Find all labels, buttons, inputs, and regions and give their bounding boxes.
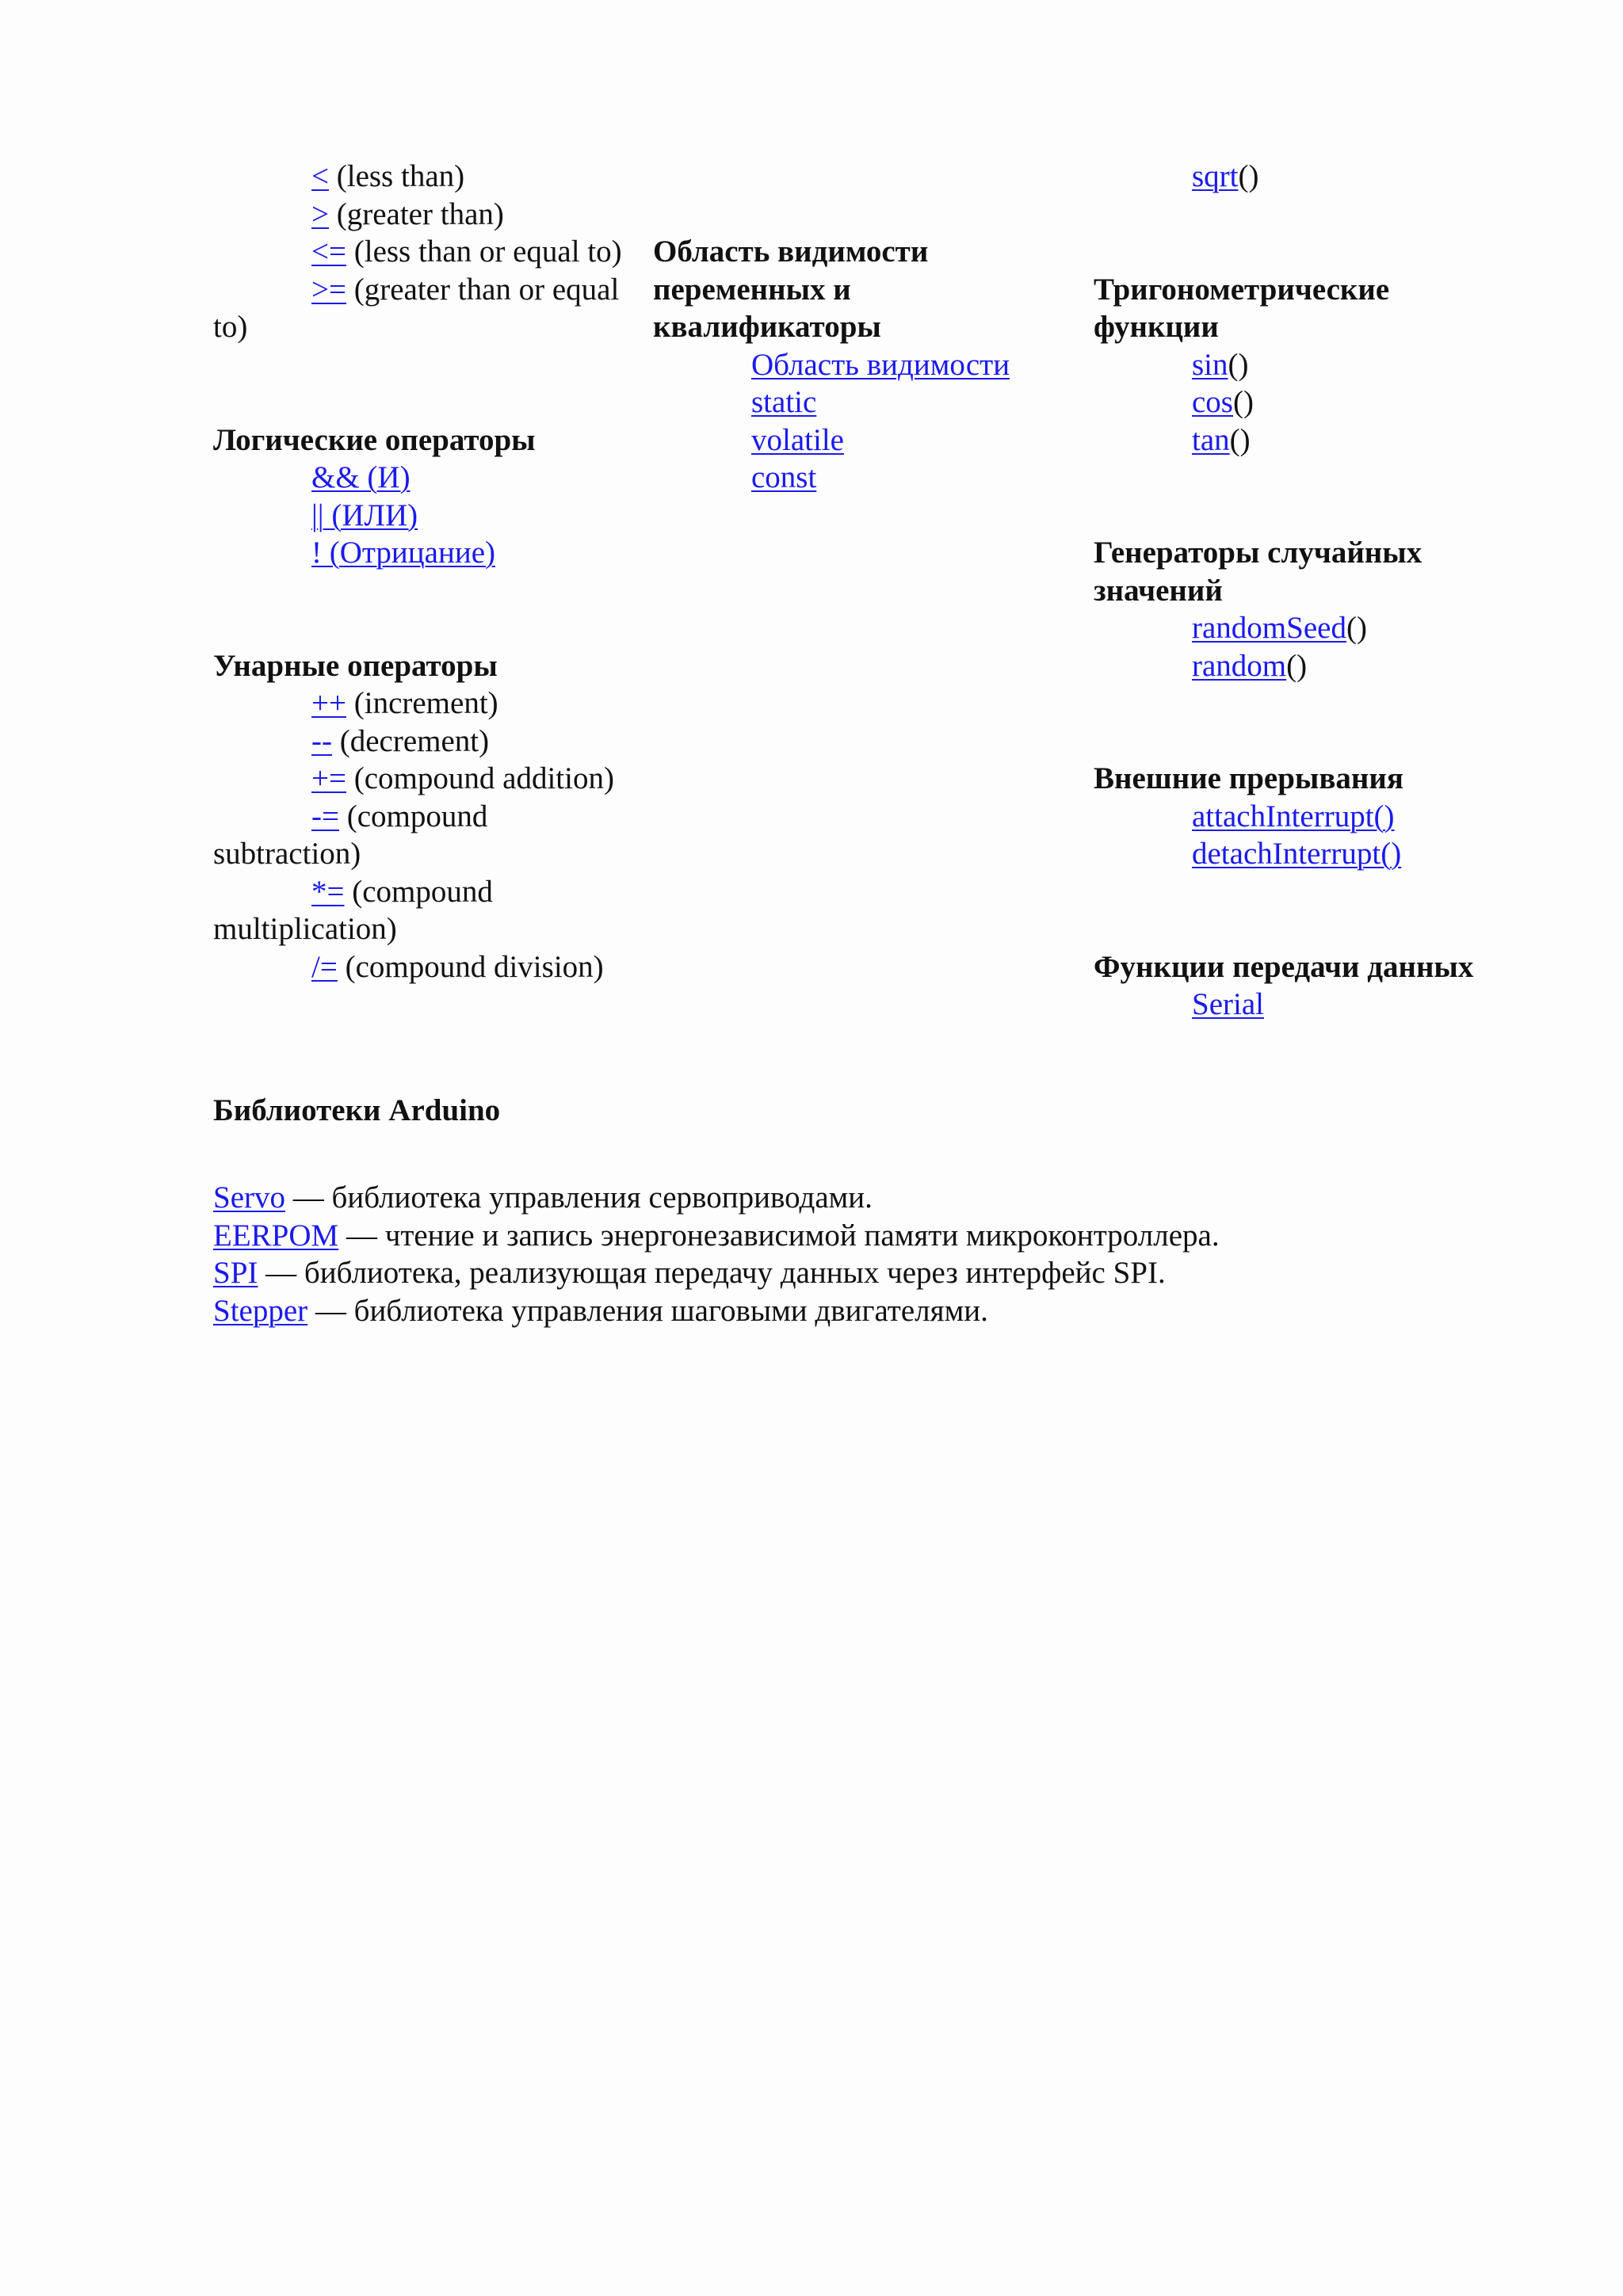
spacer (213, 609, 641, 647)
link-detachinterrupt[interactable]: detachInterrupt() (1192, 837, 1402, 871)
link-randomseed[interactable]: randomSeed (1192, 611, 1346, 645)
list-item-volatile (653, 421, 1073, 460)
list-item-sin (1094, 346, 1537, 384)
desc-greater-than: (greater than) (329, 196, 504, 231)
link-tan[interactable]: tan (1192, 422, 1230, 457)
link-cos[interactable]: cos (1192, 385, 1233, 419)
desc-compound-multiplication: (compound multiplication) (213, 874, 493, 946)
list-item-compound-multiplication (213, 873, 514, 948)
list-item-sqrt (1094, 158, 1537, 196)
desc-decrement: (decrement) (331, 723, 490, 758)
spacer (653, 196, 1073, 234)
library-item-spi (213, 1254, 1560, 1292)
list-item-increment (213, 685, 641, 723)
link-random[interactable]: random (1192, 648, 1287, 683)
spacer (1094, 910, 1537, 948)
spacer (1094, 459, 1537, 497)
list-item-compound-division (213, 948, 641, 986)
parens-sin: () (1228, 347, 1249, 382)
parens-cos: () (1233, 385, 1254, 419)
list-item-randomseed (1094, 609, 1537, 647)
link-not[interactable]: ! (Отрицание) (311, 536, 496, 570)
spacer (213, 383, 641, 421)
spacer (213, 572, 641, 610)
spacer (1094, 196, 1537, 234)
heading-logical-operators: Логические операторы (213, 422, 536, 457)
spacer (1094, 723, 1537, 761)
spacer (1094, 685, 1537, 723)
list-item-less-equal (213, 233, 641, 271)
link-static[interactable]: static (751, 385, 817, 419)
list-item-decrement (213, 723, 641, 761)
link-increment[interactable]: ++ (311, 686, 346, 720)
desc-eerpom: — чтение и запись энергонезависимой памяти микроконтроллера. (338, 1218, 1220, 1253)
link-eerpom[interactable]: EERPOM (213, 1218, 339, 1253)
spacer (653, 158, 1073, 196)
desc-increment: (increment) (346, 686, 498, 720)
list-item-compound-addition (213, 760, 641, 798)
heading-unary-operators: Унарные операторы (213, 648, 498, 683)
heading-external-interrupts: Внешние прерывания (1094, 761, 1403, 795)
spacer (1094, 233, 1537, 271)
library-item-servo (213, 1179, 1560, 1217)
spacer (213, 346, 641, 384)
library-item-eerpom (213, 1217, 1560, 1255)
link-compound-subtraction[interactable]: -= (311, 799, 339, 833)
link-const[interactable]: const (751, 460, 817, 494)
list-item-compound-subtraction (213, 798, 514, 873)
link-less-equal[interactable]: <= (311, 235, 346, 269)
list-item-and (213, 459, 641, 497)
link-compound-multiplication[interactable]: *= (311, 874, 345, 909)
heading-arduino-libraries: Библиотеки Arduino (213, 1093, 501, 1127)
list-item-greater-than (213, 196, 641, 234)
link-less-than[interactable]: < (311, 159, 329, 193)
desc-stepper: — библиотека управления шаговыми двигателями. (307, 1293, 988, 1328)
desc-servo: — библиотека управления сервоприводами. (285, 1180, 873, 1215)
library-item-stepper (213, 1292, 1560, 1330)
list-item-not (213, 534, 641, 572)
list-item-attachinterrupt (1094, 798, 1537, 836)
link-serial[interactable]: Serial (1192, 987, 1264, 1021)
column-functions (1094, 158, 1537, 1024)
list-item-serial (1094, 986, 1537, 1024)
link-decrement[interactable]: -- (311, 723, 332, 758)
list-item-cos (1094, 383, 1537, 421)
parens-tan: () (1229, 422, 1251, 457)
spacer (1094, 497, 1537, 535)
libraries-list (213, 1179, 1560, 1329)
link-sqrt[interactable]: sqrt (1192, 159, 1239, 193)
link-or[interactable]: || (ИЛИ) (311, 498, 418, 532)
list-item-less-than (213, 158, 641, 196)
list-item-const (653, 459, 1073, 497)
list-item-random (1094, 647, 1537, 685)
parens-randomseed: () (1346, 611, 1367, 645)
link-scope[interactable]: Область видимости (751, 347, 1010, 382)
link-compound-division[interactable]: /= (311, 949, 338, 984)
parens-random: () (1286, 648, 1308, 683)
desc-compound-addition: (compound addition) (346, 761, 614, 795)
list-item-static (653, 383, 1073, 421)
spacer (1094, 873, 1537, 911)
list-item-or (213, 497, 641, 535)
link-compound-addition[interactable]: += (311, 761, 346, 795)
heading-scope-qualifiers: Область видимости переменных и квалификаторы (653, 235, 929, 344)
link-sin[interactable]: sin (1192, 347, 1228, 382)
link-stepper[interactable]: Stepper (213, 1293, 308, 1328)
list-item-detachinterrupt (1094, 835, 1537, 873)
desc-less-equal: (less than or equal to) (346, 235, 622, 269)
link-spi[interactable]: SPI (213, 1256, 258, 1290)
column-operators (213, 158, 641, 986)
column-scope (653, 158, 1073, 497)
desc-compound-division: (compound division) (337, 949, 604, 984)
link-and[interactable]: && (И) (311, 460, 411, 494)
desc-less-than: (less than) (329, 159, 465, 193)
link-greater-equal[interactable]: >= (311, 272, 346, 307)
heading-trig-functions: Тригонометрические функции (1094, 272, 1390, 344)
heading-data-transfer: Функции передачи данных (1094, 949, 1474, 984)
link-attachinterrupt[interactable]: attachInterrupt() (1192, 799, 1395, 833)
desc-greater-equal: (greater than or equal to) (213, 272, 620, 344)
list-item-tan (1094, 421, 1537, 460)
desc-spi: — библиотека, реализующая передачу данных через интерфейс SPI. (258, 1256, 1166, 1290)
list-item-greater-equal (213, 271, 641, 346)
link-servo[interactable]: Servo (213, 1180, 285, 1215)
list-item-scope (653, 346, 1073, 384)
desc-compound-subtraction: (compound subtraction) (213, 799, 488, 871)
link-volatile[interactable]: volatile (751, 422, 844, 457)
parens-sqrt: () (1238, 159, 1259, 193)
heading-random-generators: Генераторы случайных значений (1094, 536, 1423, 608)
link-greater-than[interactable]: > (311, 196, 329, 231)
